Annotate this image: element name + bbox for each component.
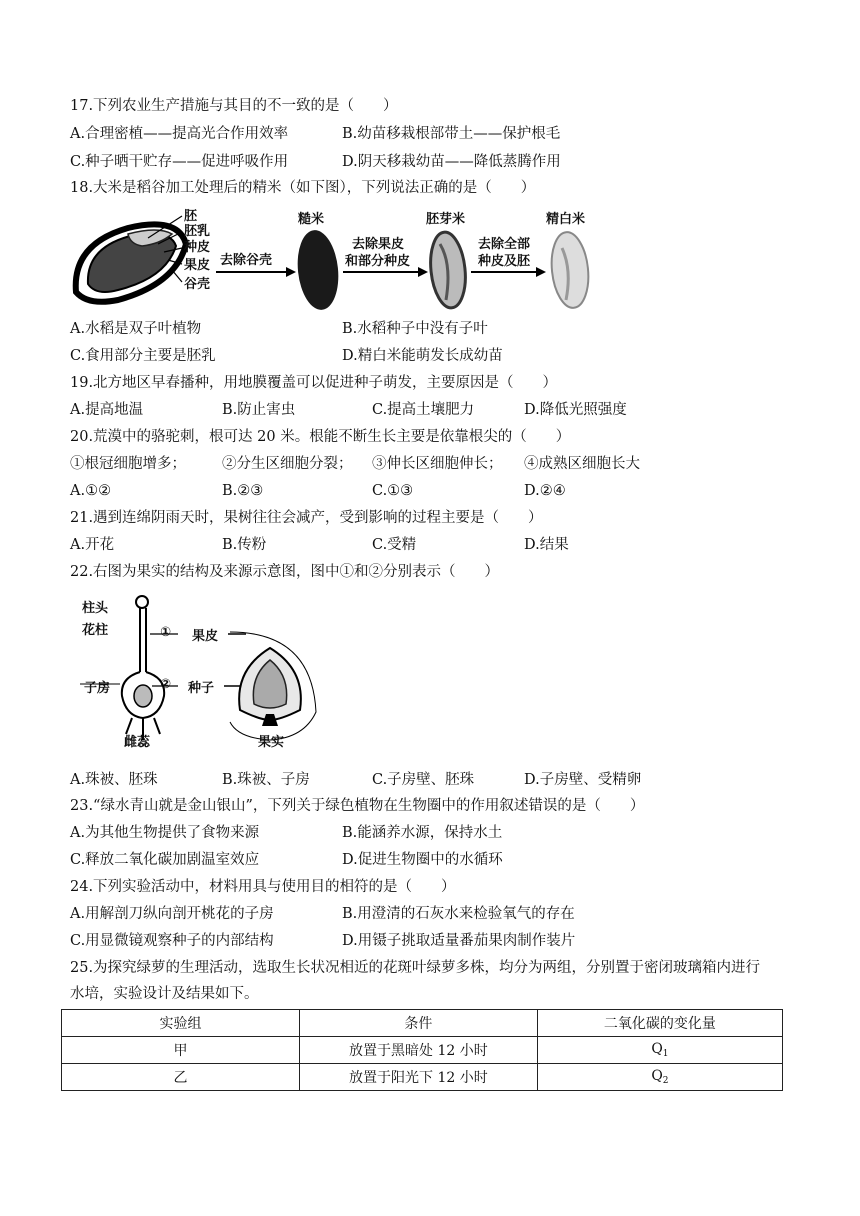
label-brown-rice: 糙米 [298, 212, 325, 227]
label-white-rice: 精白米 [546, 212, 586, 227]
table-row [62, 1064, 783, 1091]
q18-option-a: A.水稻是双子叶植物 [70, 321, 202, 337]
table-header-row [62, 1010, 783, 1037]
label-endosperm: 胚乳 [184, 224, 211, 239]
fruit-origin-figure [80, 592, 340, 752]
q23-stem: 23.“绿水青山就是金山银山”，下列关于绿色植物在生物圈中的作用叙述错误的是（ ） [70, 798, 645, 814]
brown-rice-icon [294, 228, 342, 312]
q24-option-c: C.用显微镜观察种子的内部结构 [70, 933, 274, 949]
label-germ-rice: 胚芽米 [426, 212, 466, 227]
label-pericarp-fruit: 果皮 [192, 629, 219, 644]
q17-option-c: C.种子晒干贮存——促进呼吸作用 [70, 154, 289, 170]
step-remove-pericarp-2: 和部分种皮 [345, 254, 411, 269]
q25-stem-line1: 25.为探究绿萝的生理活动，选取生长状况相近的花斑叶绿萝多株，均分为两组，分别置于密闭玻璃箱内进行 [70, 960, 761, 976]
cell-q: Q [651, 1068, 663, 1084]
white-rice-icon [548, 230, 592, 309]
step-remove-husk: 去除谷壳 [220, 253, 273, 268]
header-condition: 条件 [299, 1010, 537, 1037]
q22-option-c: C.子房壁、胚珠 [372, 772, 475, 788]
cell-group: 甲 [62, 1037, 300, 1064]
q25-stem-line2: 水培，实验设计及结果如下。 [70, 986, 259, 1002]
q20-stem: 20.荒漠中的骆驼刺，根可达 20 米。根能不断生长主要是依靠根尖的（ ） [70, 429, 571, 445]
q19-option-c: C.提高土壤肥力 [372, 402, 475, 418]
label-seed-coat: 种皮 [184, 240, 211, 255]
q19-option-a: A.提高地温 [70, 402, 144, 418]
q24-option-a: A.用解剖刀纵向剖开桃花的子房 [70, 906, 274, 922]
header-group: 实验组 [62, 1010, 300, 1037]
q18-stem: 18.大米是稻谷加工处理后的精米（如下图），下列说法正确的是（ ） [70, 180, 536, 196]
label-ovary: 子房 [84, 681, 111, 696]
q20-item-1: ①根冠细胞增多； [70, 456, 186, 472]
q24-stem: 24.下列实验活动中，材料用具与使用目的相符的是（ ） [70, 879, 456, 895]
q22-option-a: A.珠被、胚珠 [70, 772, 158, 788]
q21-option-d: D.结果 [524, 537, 569, 553]
cell-condition: 放置于阳光下 12 小时 [299, 1064, 537, 1091]
pistil-diagram [80, 596, 164, 740]
q17-option-a: A.合理密植——提高光合作用效率 [70, 126, 289, 142]
q20-item-3: ③伸长区细胞伸长； [372, 456, 503, 472]
cell-q: Q [651, 1041, 663, 1057]
label-marker-1: ① [160, 625, 172, 640]
q20-item-4: ④成熟区细胞长大 [524, 456, 640, 472]
header-co2-change: 二氧化碳的变化量 [537, 1010, 782, 1037]
q17-stem: 17.下列农业生产措施与其目的不一致的是（ ） [70, 98, 398, 114]
q22-option-d: D.子房壁、受精卵 [524, 772, 642, 788]
q22-stem: 22.右图为果实的结构及来源示意图，图中①和②分别表示（ ） [70, 564, 500, 580]
q21-stem: 21.遇到连绵阴雨天时，果树往往会减产，受到影响的过程主要是（ ） [70, 510, 543, 526]
q24-option-b: B.用澄清的石灰水来检验氧气的存在 [342, 906, 575, 922]
fruit-diagram [230, 632, 316, 740]
q22-option-b: B.珠被、子房 [222, 772, 310, 788]
label-husk: 谷壳 [184, 277, 211, 292]
q18-option-c: C.食用部分主要是胚乳 [70, 348, 216, 364]
label-pericarp: 果皮 [184, 258, 211, 273]
q21-option-b: B.传粉 [222, 537, 267, 553]
q17-option-d: D.阴天移栽幼苗——降低蒸腾作用 [342, 154, 561, 170]
q21-option-c: C.受精 [372, 537, 417, 553]
table-row [62, 1037, 783, 1064]
cell-condition: 放置于黑暗处 12 小时 [299, 1037, 537, 1064]
label-fruit: 果实 [258, 735, 285, 750]
q23-option-a: A.为其他生物提供了食物来源 [70, 825, 260, 841]
label-style: 花柱 [82, 623, 109, 638]
label-marker-2: ② [160, 677, 172, 692]
cell-q-sub: 2 [662, 1076, 669, 1086]
cell-co2 [537, 1037, 782, 1064]
q20-option-b: B.②③ [222, 483, 264, 499]
rice-grain-diagram [76, 216, 186, 302]
q23-option-d: D.促进生物圈中的水循环 [342, 852, 503, 868]
q18-option-d: D.精白米能萌发长成幼苗 [342, 348, 503, 364]
q20-option-a: A.①② [70, 483, 112, 499]
experiment-table [61, 1009, 783, 1091]
q20-item-2: ②分生区细胞分裂； [222, 456, 353, 472]
q20-option-d: D.②④ [524, 483, 566, 499]
q20-option-c: C.①③ [372, 483, 414, 499]
q21-option-a: A.开花 [70, 537, 115, 553]
q17-option-b: B.幼苗移栽根部带土——保护根毛 [342, 126, 561, 142]
step-remove-all-1: 去除全部 [478, 237, 531, 252]
q19-option-d: D.降低光照强度 [524, 402, 627, 418]
q23-option-b: B.能涵养水源，保持水土 [342, 825, 503, 841]
step-remove-pericarp-1: 去除果皮 [352, 237, 405, 252]
cell-co2 [537, 1064, 782, 1091]
label-stigma: 柱头 [82, 601, 109, 616]
q18-option-b: B.水稻种子中没有子叶 [342, 321, 488, 337]
q23-option-c: C.释放二氧化碳加剧温室效应 [70, 852, 260, 868]
step-remove-all-2: 种皮及胚 [478, 254, 531, 269]
q19-stem: 19.北方地区早春播种，用地膜覆盖可以促进种子萌发，主要原因是（ ） [70, 375, 558, 391]
q24-option-d: D.用镊子挑取适量番茄果肉制作装片 [342, 933, 576, 949]
cell-q-sub: 1 [662, 1049, 669, 1059]
q19-option-b: B.防止害虫 [222, 402, 296, 418]
label-embryo: 胚 [184, 209, 198, 224]
label-pistil: 雌蕊 [124, 735, 151, 750]
label-seed: 种子 [188, 681, 215, 696]
cell-group: 乙 [62, 1064, 300, 1091]
